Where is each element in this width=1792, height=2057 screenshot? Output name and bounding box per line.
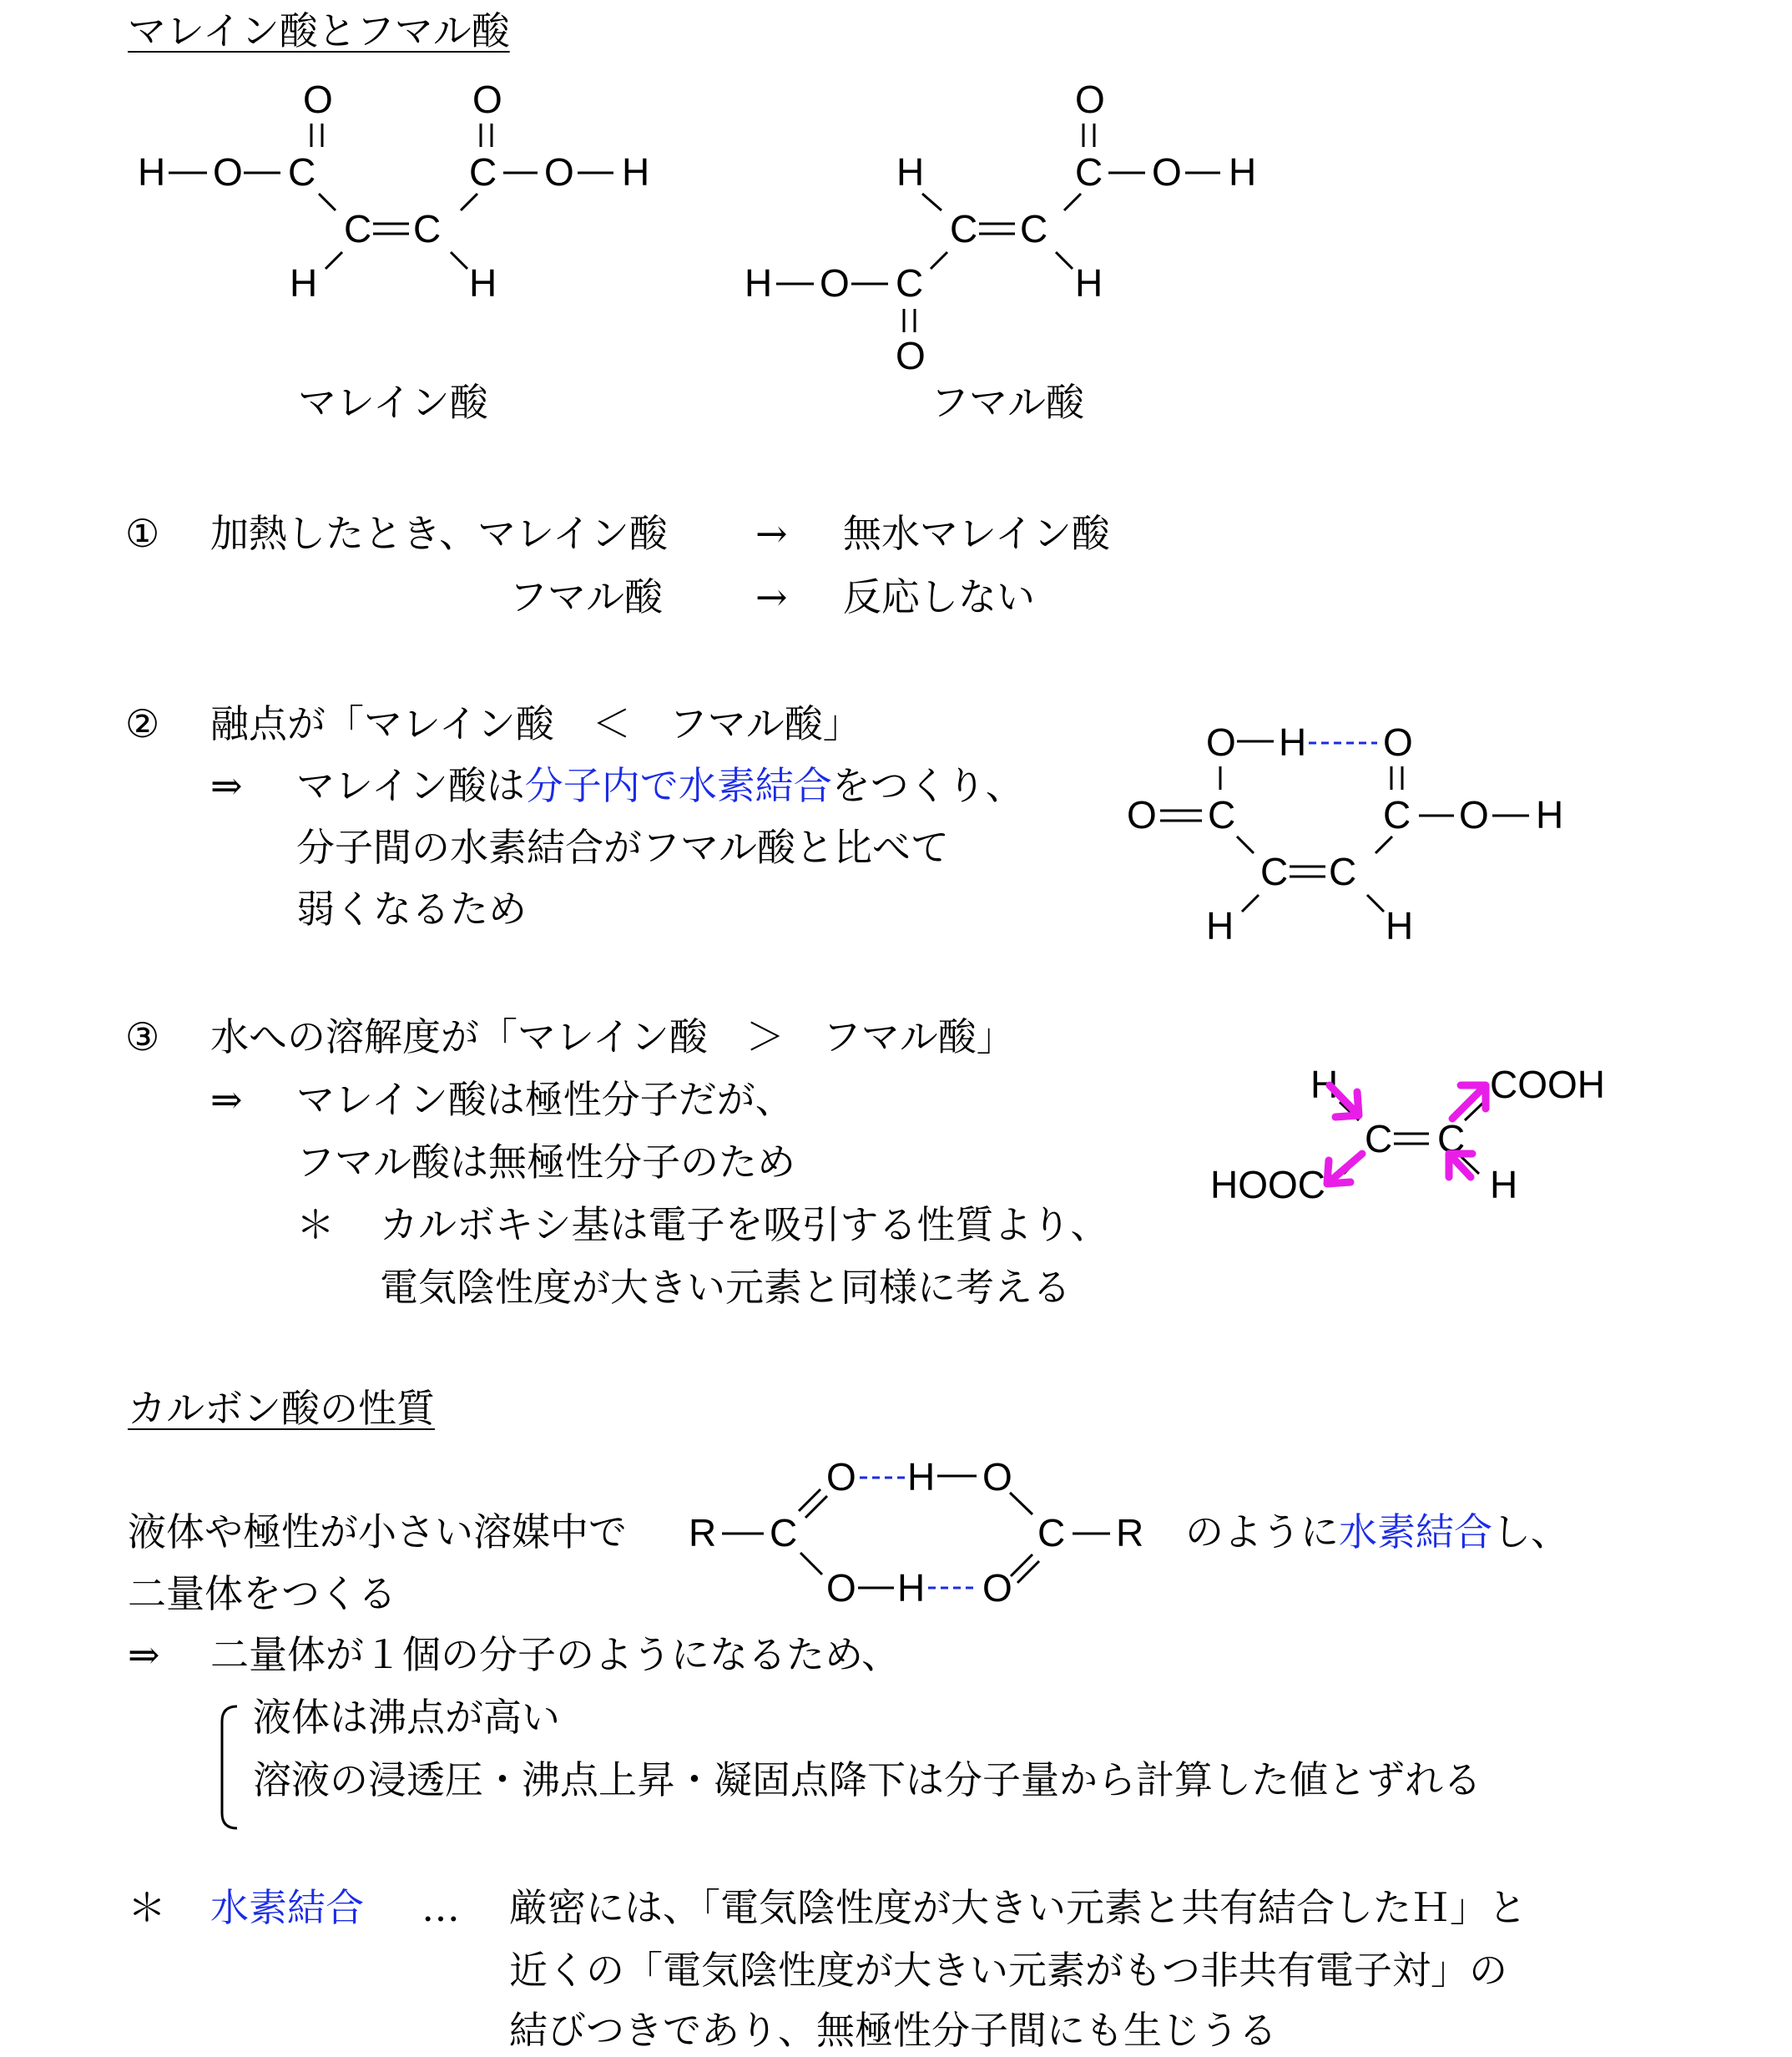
section-title-maleic-fumaric: マレイン酸とフマル酸 <box>128 8 510 53</box>
atom-c: C <box>1208 793 1236 836</box>
section2-line3: 二量体が１個の分子のようになるため、 <box>210 1632 901 1677</box>
atom-o: O <box>472 78 502 121</box>
section2-line2: 二量体をつくる <box>128 1571 396 1616</box>
section2-line1-rest: のように水素結合し、 <box>1185 1509 1569 1554</box>
atom-o: O <box>826 1566 856 1610</box>
note-line3: 結びつきであり、無極性分子間にも生じうる <box>509 2008 1277 2053</box>
atom-h: H <box>745 261 773 305</box>
note-term: 水素結合 <box>210 1885 364 1930</box>
marker-1: ① <box>125 511 160 556</box>
atom-h: H <box>896 150 925 194</box>
atom-c: C <box>413 207 442 250</box>
atom-c: C <box>1383 793 1411 836</box>
atom-c: C <box>469 150 497 194</box>
atom-c: C <box>344 207 372 250</box>
carboxylic-acid-dimer-structure <box>689 1453 1173 1611</box>
atom-c: C <box>1329 850 1357 893</box>
atom-c: C <box>288 150 316 194</box>
atom-h: H <box>1075 261 1103 305</box>
atom-o: O <box>1127 793 1157 836</box>
section2-line1a: 液体や極性が小さい溶媒中で <box>128 1509 627 1554</box>
point2-line2: マレイン酸は分子内で水素結合をつくり、 <box>296 763 1024 808</box>
point1-result2: 反応しない <box>843 574 1035 619</box>
atom-r: R <box>689 1511 717 1554</box>
atom-h: H <box>1206 904 1234 948</box>
atom-c: C <box>1260 850 1289 893</box>
atom-o: O <box>1075 78 1105 121</box>
left-brace <box>210 1703 244 1837</box>
point1-arrow2: → <box>755 574 788 619</box>
point3-asterisk: ＊ <box>296 1202 335 1247</box>
atom-o: O <box>820 261 850 305</box>
atom-o: O <box>303 78 333 121</box>
point1-text2: フマル酸 <box>509 574 663 619</box>
atom-hooc: HOOC <box>1210 1163 1325 1206</box>
point1-result: 無水マレイン酸 <box>843 511 1110 556</box>
point3-implies: ⇒ <box>210 1077 243 1122</box>
atom-o: O <box>213 150 243 194</box>
atom-c: C <box>1037 1511 1066 1554</box>
brace-item-2: 溶液の浸透圧・沸点上昇・凝固点降下は分子量から計算した値とずれる <box>253 1757 1482 1802</box>
atom-c: C <box>1365 1117 1393 1160</box>
brace-item-1: 液体は沸点が高い <box>253 1695 560 1740</box>
atom-h: H <box>469 261 497 305</box>
note-dots: … <box>421 1885 460 1930</box>
point1-arrow: → <box>755 511 788 556</box>
atom-c: C <box>1437 1117 1466 1160</box>
point2-line3: 分子間の水素結合がフマル酸と比べて <box>296 825 949 870</box>
intramolecular-hbond-highlight: 分子内で水素結合 <box>524 763 832 808</box>
atom-o: O <box>1383 720 1413 764</box>
atom-o: O <box>982 1566 1012 1610</box>
note-line2: 近くの「電気陰性度が大きい元素がもつ非共有電子対」の <box>509 1948 1507 1993</box>
maleic-acid-caption: マレイン酸 <box>298 380 488 425</box>
atom-h: H <box>1536 793 1564 836</box>
atom-c: C <box>950 207 978 250</box>
section2-implies: ⇒ <box>128 1632 160 1677</box>
atom-c: C <box>896 261 924 305</box>
atom-o: O <box>1206 720 1236 764</box>
point3-line4: カルボキシ基は電子を吸引する性質より、 <box>380 1202 1109 1247</box>
atom-c: C <box>770 1511 798 1554</box>
atom-r: R <box>1116 1511 1144 1554</box>
point3-line5: 電気陰性度が大きい元素と同様に考える <box>380 1265 1071 1310</box>
atom-h: H <box>138 150 166 194</box>
dipole-arrow <box>1452 1085 1486 1119</box>
atom-o: O <box>1459 793 1489 836</box>
atom-c: C <box>1075 150 1103 194</box>
atom-h: H <box>622 150 650 194</box>
atom-c: C <box>1020 207 1048 250</box>
atom-o: O <box>544 150 574 194</box>
point2-line4: 弱くなるため <box>296 887 527 932</box>
atom-h: H <box>907 1455 936 1499</box>
maleic-acid-structure <box>125 75 676 309</box>
dipole-arrow <box>1327 1154 1362 1184</box>
atom-o: O <box>826 1455 856 1499</box>
fumaric-dipole-structure <box>1210 1060 1628 1210</box>
atom-h: H <box>1279 720 1307 764</box>
atom-h: H <box>1386 904 1414 948</box>
atom-h: H <box>1229 150 1257 194</box>
atom-h: H <box>1490 1163 1518 1206</box>
fumaric-acid-caption: フマル酸 <box>931 380 1084 425</box>
point2-line1: 融点が「マレイン酸 ＜ フマル酸」 <box>210 701 861 746</box>
note-line1: 厳密には、「電気陰性度が大きい元素と共有結合したＨ」と <box>509 1885 1527 1930</box>
point3-line2: マレイン酸は極性分子だが、 <box>296 1077 794 1122</box>
atom-cooh: COOH <box>1490 1063 1605 1106</box>
marker-3: ③ <box>125 1014 160 1059</box>
maleic-intramolecular-hbond-structure <box>1127 718 1594 960</box>
section-title-carboxylic-acid: カルボン酸の性質 <box>128 1386 435 1431</box>
fumaric-acid-structure <box>734 75 1285 376</box>
note-asterisk: ＊ <box>128 1885 166 1930</box>
marker-2: ② <box>125 701 160 746</box>
atom-o: O <box>982 1455 1012 1499</box>
atom-h: H <box>290 261 318 305</box>
atom-h: H <box>897 1566 926 1610</box>
atom-o: O <box>1152 150 1182 194</box>
point1-text: 加熱したとき、マレイン酸 <box>210 511 668 556</box>
atom-o: O <box>896 334 926 377</box>
hbond-highlight: 水素結合 <box>1339 1509 1492 1554</box>
point2-implies: ⇒ <box>210 763 243 808</box>
atom-h: H <box>1310 1063 1339 1106</box>
point3-line1: 水への溶解度が「マレイン酸 ＞ フマル酸」 <box>210 1014 1015 1059</box>
point3-line3: フマル酸は無極性分子のため <box>296 1140 795 1185</box>
